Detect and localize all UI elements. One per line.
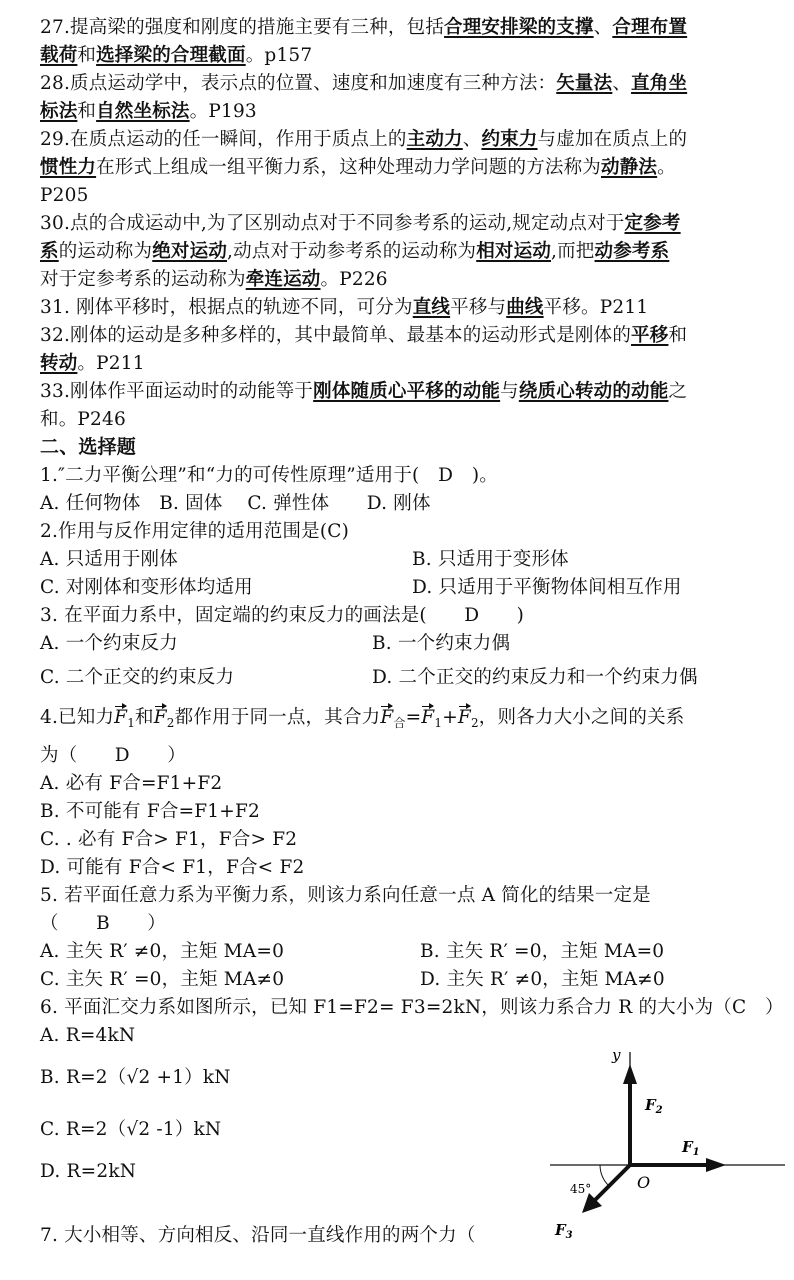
f1-label: $F_1$ <box>682 1138 700 1158</box>
answer: 牵连运动 <box>245 269 321 290</box>
answer: 合理布置 <box>612 17 688 38</box>
q29-line3: P205 <box>40 185 89 206</box>
mc6-question: 6. 平面汇交力系如图所示，已知 F1=F2= F3=2kN，则该力系合力 R 的大小为（C ） <box>40 997 784 1018</box>
q28-line1: 28.质点运动学中，表示点的位置、速度和加速度有三种方法：矢量法、直角坐 <box>40 73 688 94</box>
mc1-question: 1.″二力平衡公理”和“力的可传性原理”适用于( D )。 <box>40 465 499 486</box>
mc3-options-cd: C. 二个正交的约束反力 D. 二个正交的约束反力和一个约束力偶 <box>40 667 698 688</box>
mc3-options-ab: A. 一个约束反力 B. 一个约束力偶 <box>40 633 511 654</box>
mc1-options: A. 任何物体 B. 固体 C. 弹性体 D. 刚体 <box>40 493 431 514</box>
answer: 直线 <box>412 297 451 318</box>
q30-line1: 30.点的合成运动中,为了区别动点对于不同参考系的运动,规定动点对于定参考 <box>40 213 681 234</box>
answer: 刚体随质心平移的动能 <box>313 381 501 402</box>
answer: 动静法 <box>601 157 658 178</box>
y-axis-label: y <box>612 1046 621 1064</box>
angle-label: 45° <box>570 1182 592 1196</box>
mc4-question-cont: 为（ D ） <box>40 745 186 766</box>
mc2-options-cd: C. 对刚体和变形体均适用 D. 只适用于平衡物体间相互作用 <box>40 577 682 598</box>
mc4-option-d: D. 可能有 F合< F1，F合< F2 <box>40 857 305 878</box>
answer: 曲线 <box>506 297 544 318</box>
answer: 系 <box>40 241 59 262</box>
answer: 约束力 <box>481 129 538 150</box>
answer: 绕质心转动的动能 <box>518 381 669 402</box>
mc6-option-c: C. R=2（√2 -1）kN <box>40 1119 222 1140</box>
q33-line1: 33.刚体作平面运动时的动能等于刚体随质心平移的动能与绕质心转动的动能之 <box>40 381 688 402</box>
mc2-question: 2.作用与反作用定律的适用范围是(C) <box>40 521 350 542</box>
mc6-option-a: A. R=4kN <box>40 1025 136 1046</box>
mc5-options-cd: C. 主矢 R′ =0，主矩 MA≠0 D. 主矢 R′ ≠0，主矩 MA≠0 <box>40 969 665 990</box>
answer: 绝对运动 <box>152 241 228 262</box>
answer: 载荷 <box>40 45 78 66</box>
q29-line1: 29.在质点运动的任一瞬间，作用于质点上的主动力、约束力与虚加在质点上的 <box>40 129 688 150</box>
answer: 转动 <box>40 353 78 374</box>
angle-arc <box>600 1165 609 1186</box>
section-title: 二、选择题 <box>40 436 137 458</box>
answer: 选择梁的合理截面 <box>96 45 246 66</box>
mc5-options-ab: A. 主矢 R′ ≠0，主矩 MA=0 B. 主矢 R′ =0，主矩 MA=0 <box>40 941 665 962</box>
q30-line2: 系的运动称为绝对运动,动点对于动参考系的运动称为相对运动,而把动参考系 <box>40 241 670 262</box>
q27-line1: 27.提高梁的强度和刚度的措施主要有三种，包括合理安排梁的支撑、合理布置 <box>40 17 688 38</box>
f3-vector <box>593 1165 630 1202</box>
answer: 动参考系 <box>594 241 670 262</box>
answer: 主动力 <box>406 129 463 150</box>
mc4-option-c: C. . 必有 F合> F1，F合> F2 <box>40 829 298 850</box>
answer: 合理安排梁的支撑 <box>444 17 594 38</box>
mc7-question: 7. 大小相等、方向相反、沿同一直线作用的两个力（ <box>40 1225 476 1246</box>
q32-line2: 转动。P211 <box>40 353 145 374</box>
mc4-option-b: B. 不可能有 F合=F1+F2 <box>40 801 260 822</box>
f3-label: $F_3$ <box>555 1221 573 1240</box>
mc5-question-cont: （ B ） <box>40 913 166 934</box>
force-diagram <box>545 1040 790 1240</box>
mc6-option-b: B. R=2（√2 +1）kN <box>40 1067 231 1088</box>
mc3-question: 3. 在平面力系中，固定端的约束反力的画法是( D ) <box>40 605 525 626</box>
q31-line: 31. 刚体平移时，根据点的轨迹不同，可分为直线平移与曲线平移。P211 <box>40 297 649 318</box>
f2-label: $F_2$ <box>645 1096 663 1116</box>
mc2-options-ab: A. 只适用于刚体 B. 只适用于变形体 <box>40 549 569 570</box>
answer: 直角坐 <box>631 73 688 94</box>
q27-line2: 载荷和选择梁的合理截面。p157 <box>40 45 313 66</box>
answer: 定参考 <box>624 213 681 234</box>
q32-line1: 32.刚体的运动是多种多样的，其中最简单、最基本的运动形式是刚体的平移和 <box>40 325 688 346</box>
origin-label: O <box>637 1173 651 1192</box>
q33-line2: 和。P246 <box>40 409 126 430</box>
q28-line2: 标法和自然坐标法。P193 <box>40 101 257 122</box>
mc6-option-d: D. R=2kN <box>40 1161 137 1182</box>
q29-line2: 惯性力在形式上组成一组平衡力系，这种处理动力学问题的方法称为动静法。 <box>40 157 676 178</box>
answer: 矢量法 <box>556 73 613 94</box>
q30-line3: 对于定参考系的运动称为牵连运动。P226 <box>40 269 388 290</box>
answer: 标法 <box>40 101 78 122</box>
mc4-option-a: A. 必有 F合=F1+F2 <box>40 773 223 794</box>
mc4-question: 4.已知力$F_1$和$F_2$都作用于同一点，其合力$F_合=F_1+F_2$，则各力大小之间的关系 <box>40 704 684 733</box>
f2-arrowhead <box>623 1064 637 1084</box>
f1-arrowhead <box>706 1158 726 1172</box>
answer: 惯性力 <box>40 157 97 178</box>
answer: 平移 <box>631 325 669 346</box>
mc5-question: 5. 若平面任意力系为平衡力系，则该力系向任意一点 A 简化的结果一定是 <box>40 885 651 906</box>
answer: 相对运动 <box>476 241 552 262</box>
answer: 自然坐标法 <box>96 101 190 122</box>
